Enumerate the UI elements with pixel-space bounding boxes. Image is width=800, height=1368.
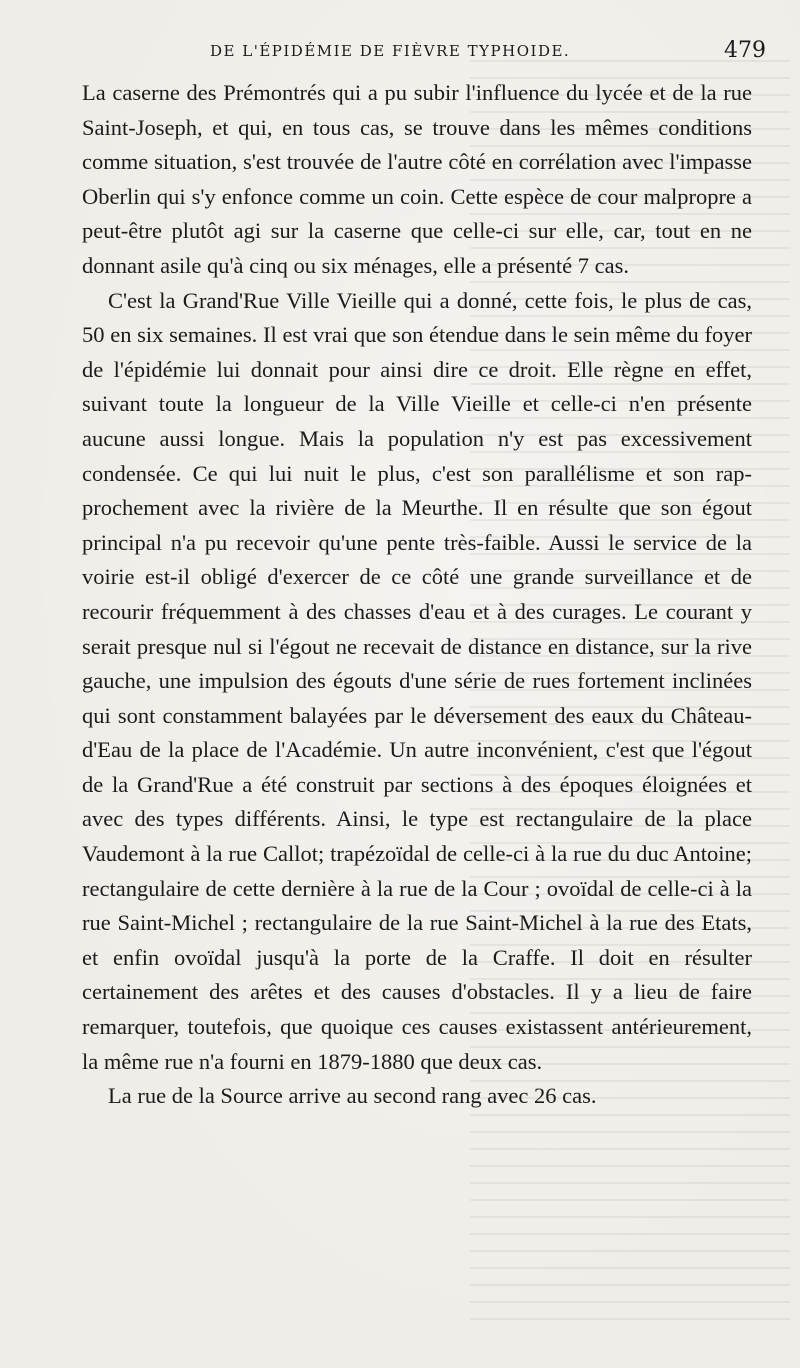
running-title: DE L'ÉPIDÉMIE DE FIÈVRE TYPHOIDE. [210,42,571,60]
paragraph-3: La rue de la Source arrive au second rang avec 26 cas. [108,1083,597,1109]
page-header [210,38,766,66]
body-text [82,76,752,1114]
paragraph-1: La caserne des Prémontrés qui a pu subir l'influence du lycée et de la rue Saint-Joseph, et qui, en tous cas, se trouve dans les mêmes conditions comme situation, s'est trouvée de l'autre côté en corrélation avec l'impasse Oberlin qui s'y enfonce comme un coin. Cette espèce de cour malpropre a peut-être plutôt agi sur la caserne que celle-ci sur elle, car, tout en ne donnant asile qu'à cinq ou six ménages, elle a présenté 7 cas. [82,80,752,278]
page-number: 479 [724,38,766,63]
paragraph-2: C'est la Grand'Rue Ville Vieille qui a donné, cette fois, le plus de cas, 50 en six semaines. Il est vrai que son étendue dans le sein même du foyer de l'épidémie lui donnait pour ainsi dire ce droit. Elle règne en effet, suivant toute la longueur de la Ville Vieille et celle-ci n'en présente aucune aussi longue. Mais la population n'y est pas excessivement condensée. Ce qui lui nuit le plus, c'est son parallélisme et son rapprochement avec la rivière de la Meurthe. Il en résulte que son égout principal n'a pu recevoir qu'une pente très-faible. Aussi le service de la voirie est-il obligé d'exercer de ce côté une grande surveillance et de recourir fréquemment à des chasses d'eau et à des curages. Le courant y serait presque nul si l'égout ne recevait de distance en distance, sur la rive gauche, une impulsion des égouts d'une série de rues fortement inclinées qui sont constamment balayées par le déversement des eaux du Château-d'Eau de la place de l'Académie. Un autre inconvénient, c'est que l'égout de la Grand'Rue a été construit par sections à des époques éloignées et avec des types différents. Ainsi, le type est rectangulaire de la place Vaudemont à la rue Callot; trapézoïdal de celle-ci à la rue du duc Antoine; rectangulaire de cette dernière à la rue de la Cour ; ovoïdal de celle-ci à la rue Saint-Michel ; rectangulaire de la rue Saint-Michel à la rue des Etats, et enfin ovoïdal jusqu'à la porte de la Craffe. Il doit en résulter certainement des arêtes et des causes d'obstacles. Il y a lieu de faire remarquer, toutefois, que quoique ces causes existassent antérieurement, la même rue n'a fourni en 1879-1880 que deux cas. [82,287,752,1074]
